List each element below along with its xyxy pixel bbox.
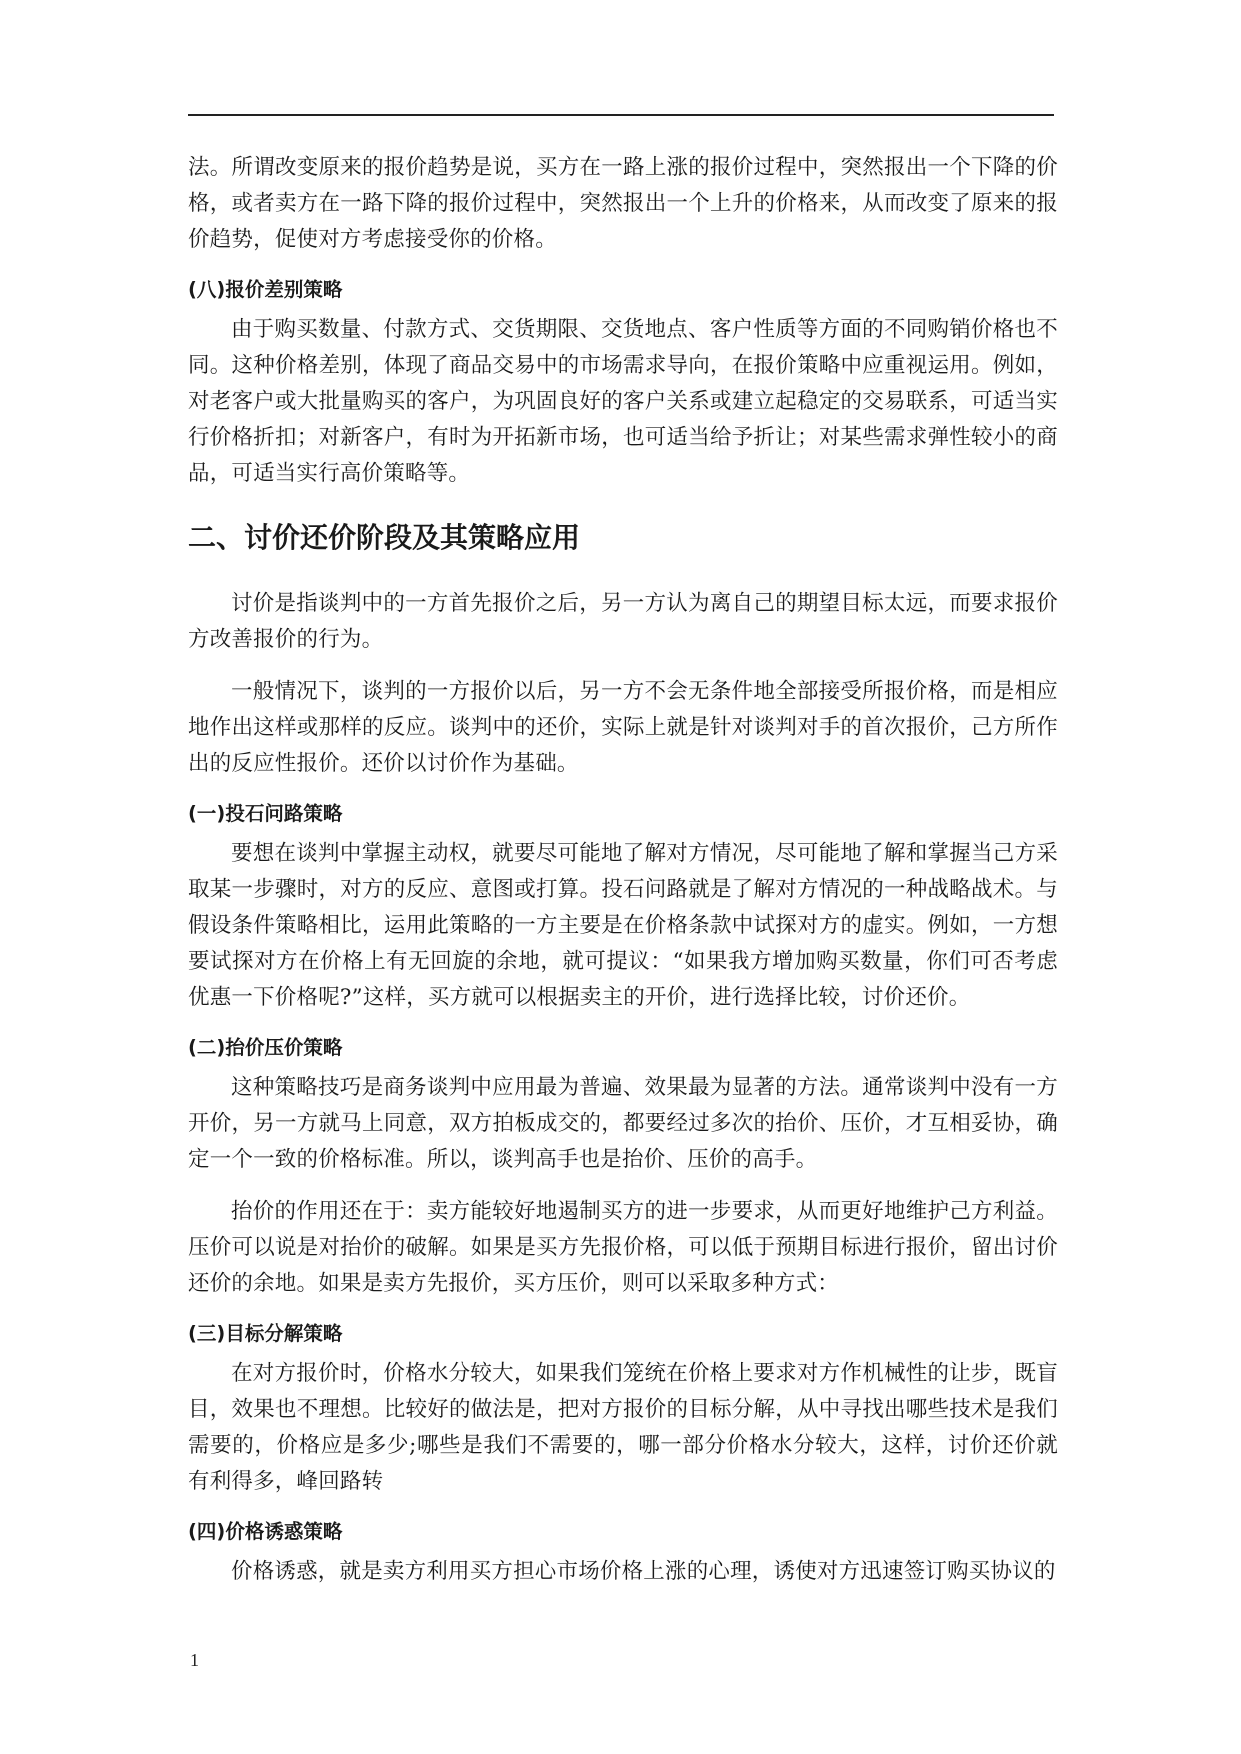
page-number: 1 bbox=[190, 1650, 199, 1670]
section-heading-4: (四)价格诱惑策略 bbox=[188, 1520, 343, 1543]
section-heading-1: (一)投石问路策略 bbox=[188, 802, 343, 825]
continuation-paragraph: 法。所谓改变原来的报价趋势是说，买方在一路上涨的报价过程中，突然报出一个下降的价格，或者卖方在一路下降的报价过程中，突然报出一个上升的价格来，从而改变了原来的报价趋势，促使对方考虑接受你的价格。 bbox=[188, 155, 1058, 252]
chapter-intro-paragraph-2: 一般情况下，谈判的一方报价以后，另一方不会无条件地全部接受所报价格，而是相应地作出这样或那样的反应。谈判中的还价，实际上就是针对谈判对手的首次报价，己方所作出的反应性报价。还价以讨价作为基础。 bbox=[188, 679, 1058, 776]
document-body bbox=[188, 150, 1058, 1590]
section-1-paragraph: 要想在谈判中掌握主动权，就要尽可能地了解对方情况，尽可能地了解和掌握当己方采取某一步骤时，对方的反应、意图或打算。投石问路就是了解对方情况的一种战略战术。与假设条件策略相比，运用此策略的一方主要是在价格条款中试探对方的虚实。例如，一方想要试探对方在价格上有无回旋的余地，就可提议：“如果我方增加购买数量，你们可否考虑优惠一下价格呢?”这样，买方就可以根据卖主的开价，进行选择比较，讨价还价。 bbox=[188, 841, 1058, 1010]
section-3-paragraph: 在对方报价时，价格水分较大，如果我们笼统在价格上要求对方作机械性的让步，既盲目，效果也不理想。比较好的做法是，把对方报价的目标分解，从中寻找出哪些技术是我们需要的，价格应是多少;哪些是我们不需要的，哪一部分价格水分较大，这样，讨价还价就有利得多，峰回路转 bbox=[188, 1361, 1058, 1494]
header-rule bbox=[188, 114, 1054, 116]
section-4-paragraph: 价格诱惑，就是卖方利用买方担心市场价格上涨的心理，诱使对方迅速签订购买协议的 bbox=[231, 1559, 1056, 1584]
section-heading-3: (三)目标分解策略 bbox=[188, 1322, 343, 1345]
section-heading-8: (八)报价差别策略 bbox=[188, 278, 343, 301]
section-2-paragraph-1: 这种策略技巧是商务谈判中应用最为普遍、效果最为显著的方法。通常谈判中没有一方开价，另一方就马上同意，双方拍板成交的，都要经过多次的抬价、压价，才互相妥协，确定一个一致的价格标准。所以，谈判高手也是抬价、压价的高手。 bbox=[188, 1075, 1058, 1172]
section-2-paragraph-2: 抬价的作用还在于：卖方能较好地遏制买方的进一步要求，从而更好地维护己方利益。压价可以说是对抬价的破解。如果是买方先报价格，可以低于预期目标进行报价，留出讨价还价的余地。如果是卖方先报价，买方压价，则可以采取多种方式： bbox=[188, 1199, 1058, 1296]
chapter-heading: 二、讨价还价阶段及其策略应用 bbox=[188, 521, 581, 554]
section-heading-2: (二)抬价压价策略 bbox=[188, 1036, 343, 1059]
section-8-paragraph: 由于购买数量、付款方式、交货期限、交货地点、客户性质等方面的不同购销价格也不同。这种价格差别，体现了商品交易中的市场需求导向，在报价策略中应重视运用。例如，对老客户或大批量购买的客户，为巩固良好的客户关系或建立起稳定的交易联系，可适当实行价格折扣；对新客户，有时为开拓新市场，也可适当给予折让；对某些需求弹性较小的商品，可适当实行高价策略等。 bbox=[188, 317, 1058, 486]
chapter-intro-paragraph-1: 讨价是指谈判中的一方首先报价之后，另一方认为离自己的期望目标太远，而要求报价方改善报价的行为。 bbox=[188, 591, 1058, 652]
